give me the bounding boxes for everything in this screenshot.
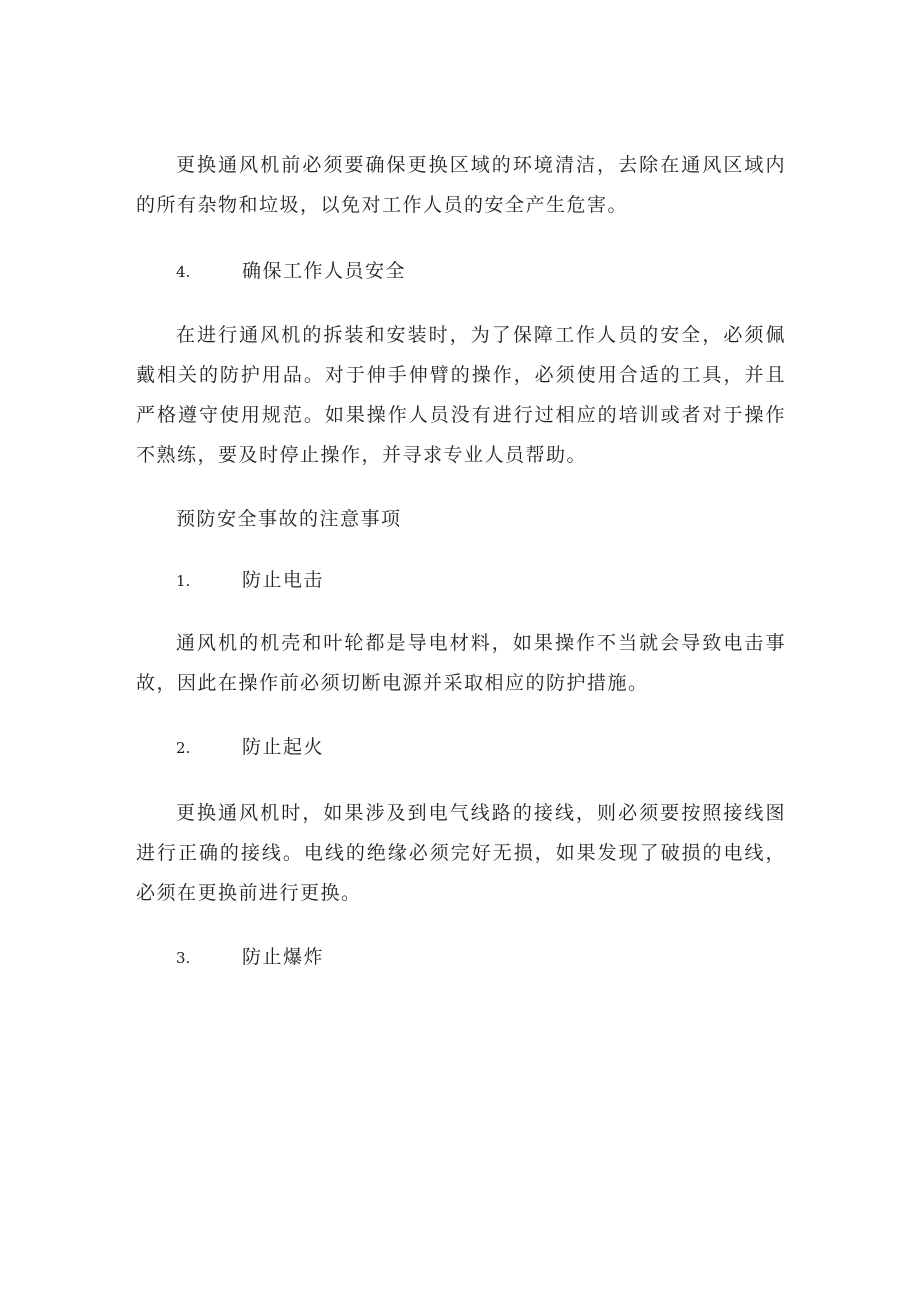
list-item-2 [176,727,324,768]
list-item-4 [176,251,406,292]
list-title: 确保工作人员安全 [242,260,407,282]
list-title: 防止起火 [242,736,325,758]
list-number: 1. [176,572,191,590]
list-number: 2. [176,739,191,757]
list-item-1 [176,560,324,601]
list-title: 防止爆炸 [242,946,325,968]
list-number: 4. [176,263,191,281]
list-number: 3. [176,949,191,967]
paragraph-fire: 更换通风机时，如果涉及到电气线路的接线，则必须要按照接线图进行正确的接线。电线的绝缘必须完好无损，如果发现了破损的电线，必须在更换前进行更换。 [136,802,786,904]
list-item-3 [176,937,324,978]
paragraph-shock: 通风机的机壳和叶轮都是导电材料，如果操作不当就会导致电击事故，因此在操作前必须切断电源并采取相应的防护措施。 [136,632,786,694]
section-heading: 预防安全事故的注意事项 [176,508,402,530]
paragraph-safety: 在进行通风机的拆装和安装时，为了保障工作人员的安全，必须佩戴相关的防护用品。对于伸手伸臂的操作，必须使用合适的工具，并且严格遵守使用规范。如果操作人员没有进行过相应的培训或者对于操作不熟练，要及时停止操作，并寻求专业人员帮助。 [136,324,786,466]
paragraph-intro: 更换通风机前必须要确保更换区域的环境清洁，去除在通风区域内的所有杂物和垃圾，以免对工作人员的安全产生危害。 [136,154,786,216]
list-title: 防止电击 [242,569,325,591]
